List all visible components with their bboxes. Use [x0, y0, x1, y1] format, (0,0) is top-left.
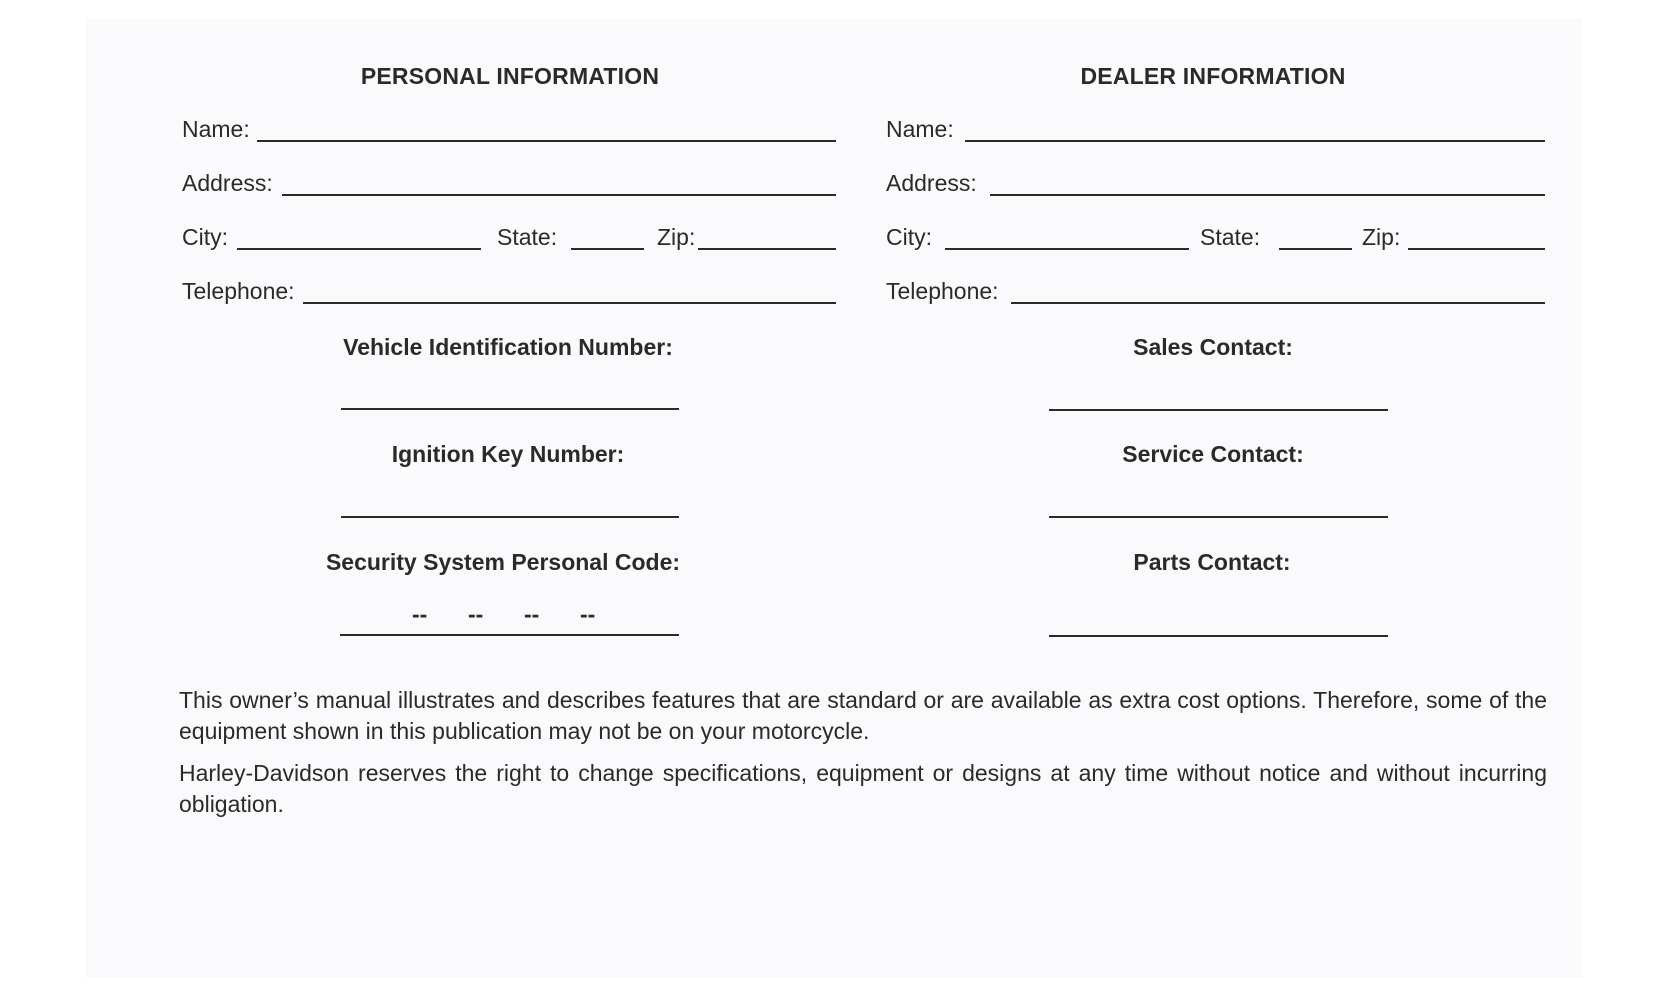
service-contact-field[interactable] [1049, 516, 1388, 518]
personal-name-label: Name: [182, 116, 250, 142]
personal-state-field[interactable] [571, 248, 644, 250]
dealer-telephone-label: Telephone: [886, 278, 999, 304]
dealer-state-label: State: [1200, 224, 1261, 250]
dealer-zip-label: Zip: [1362, 224, 1401, 250]
security-code-dash-2: -- [468, 601, 484, 627]
personal-state-label: State: [497, 224, 558, 250]
equipment-notice: This owner’s manual illustrates and describes features that are standard or are available as extra cost options. Therefore, some of the equipment shown in this publication may not be on your motorcycle. [179, 687, 1547, 744]
personal-name-field[interactable] [257, 140, 836, 142]
personal-telephone-field[interactable] [303, 302, 836, 304]
ignition-key-field[interactable] [341, 516, 679, 518]
dealer-name-label: Name: [886, 116, 954, 142]
personal-city-row [182, 224, 837, 258]
specifications-notice: Harley-Davidson reserves the right to change specifications, equipment or designs at any time without notice and without incurring obligation. [179, 760, 1547, 817]
personal-telephone-label: Telephone: [182, 278, 295, 304]
ignition-key-label: Ignition Key Number: [391, 441, 625, 467]
dealer-city-field[interactable] [945, 248, 1189, 250]
dealer-telephone-field[interactable] [1011, 302, 1545, 304]
security-code-label: Security System Personal Code: [325, 549, 681, 575]
dealer-city-row [886, 224, 1546, 258]
dealer-state-field[interactable] [1279, 248, 1352, 250]
dealer-zip-field[interactable] [1408, 248, 1545, 250]
dealer-name-row [886, 116, 1546, 150]
security-code-dash-3: -- [524, 601, 540, 627]
personal-address-row [182, 170, 837, 204]
dealer-city-label: City: [886, 224, 932, 250]
sales-contact-field[interactable] [1049, 409, 1388, 411]
form-sheet [85, 18, 1582, 978]
dealer-info-heading: DEALER INFORMATION [1080, 63, 1346, 89]
dealer-telephone-row [886, 278, 1546, 312]
security-code-field[interactable] [340, 634, 679, 636]
personal-zip-field[interactable] [698, 248, 836, 250]
personal-telephone-row [182, 278, 837, 312]
personal-address-label: Address: [182, 170, 273, 196]
dealer-address-row [886, 170, 1546, 204]
personal-zip-label: Zip: [657, 224, 696, 250]
personal-city-label: City: [182, 224, 228, 250]
dealer-address-field[interactable] [990, 194, 1545, 196]
service-contact-label: Service Contact: [1122, 441, 1304, 467]
personal-info-heading: PERSONAL INFORMATION [360, 63, 660, 89]
personal-address-field[interactable] [282, 194, 836, 196]
dealer-address-label: Address: [886, 170, 977, 196]
security-code-dash-4: -- [580, 601, 596, 627]
parts-contact-field[interactable] [1049, 635, 1388, 637]
parts-contact-label: Parts Contact: [1133, 549, 1291, 575]
dealer-name-field[interactable] [965, 140, 1545, 142]
vin-field[interactable] [341, 408, 679, 410]
security-code-dash-1: -- [412, 601, 428, 627]
personal-city-field[interactable] [237, 248, 481, 250]
personal-name-row [182, 116, 837, 150]
vin-label: Vehicle Identification Number: [343, 334, 673, 360]
sales-contact-label: Sales Contact: [1133, 334, 1293, 360]
